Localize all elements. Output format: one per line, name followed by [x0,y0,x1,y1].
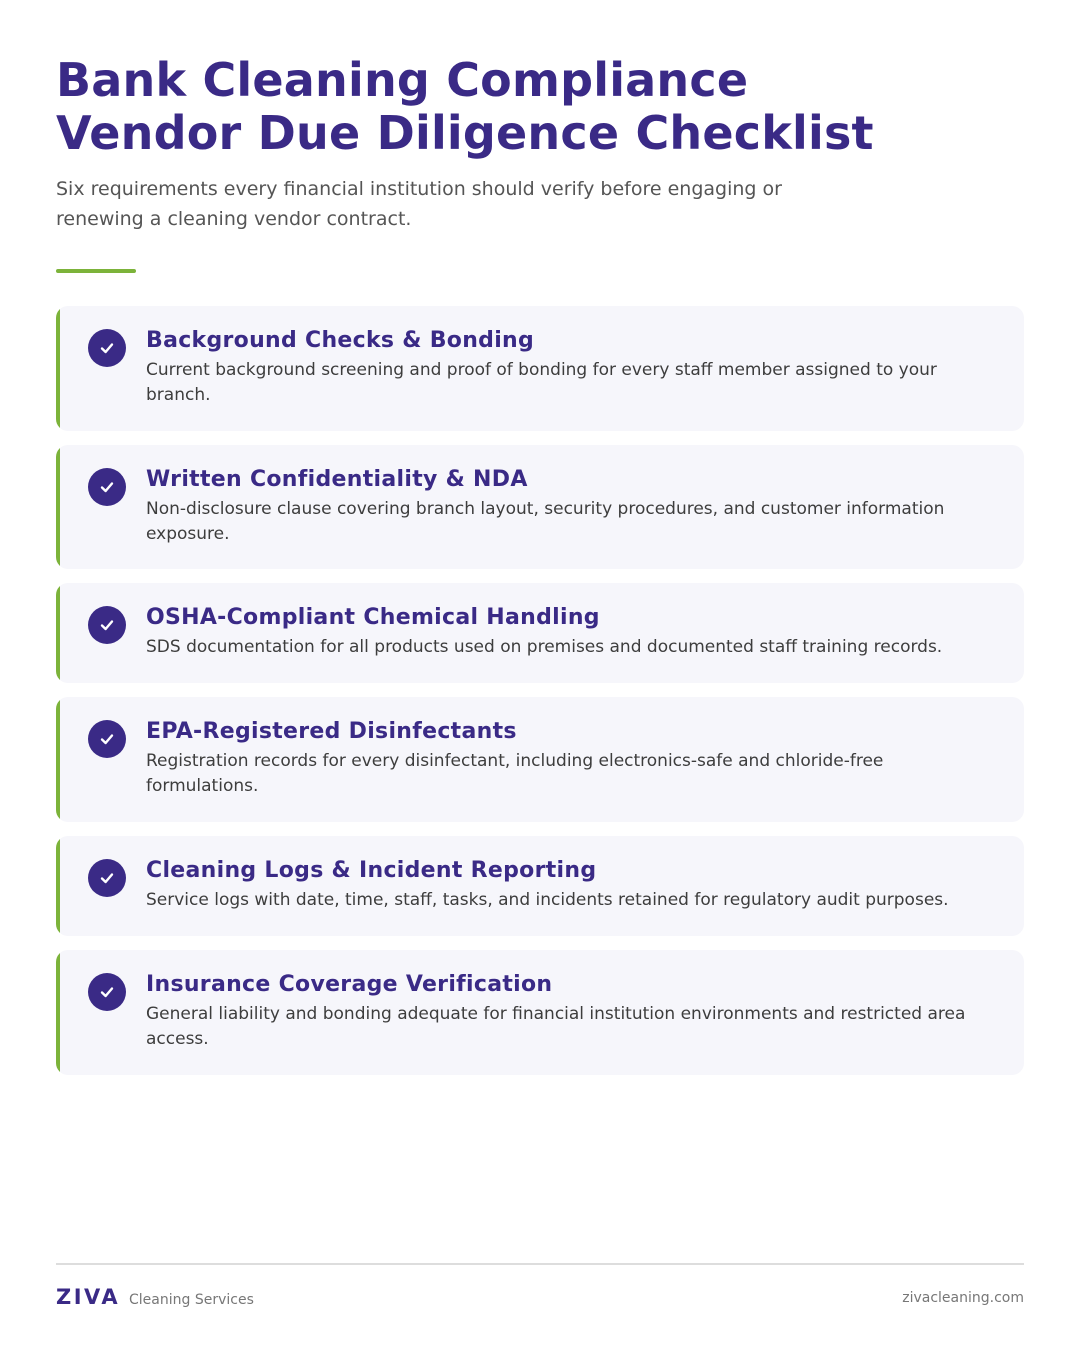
title-line-1: Bank Cleaning Compliance [56,53,749,107]
title-line-2: Vendor Due Diligence Checklist [56,106,874,160]
check-circle-icon [88,720,126,758]
page-title [56,54,1024,160]
page-subtitle: Six requirements every financial institution should verify before engaging or renewing a cleaning vendor contract. [56,178,782,230]
checklist-item-description: General liability and bonding adequate for financial institution environments and restricted area access. [146,1004,966,1049]
checklist-item-title: Written Confidentiality & NDA [146,467,528,492]
checklist-card [56,583,1024,683]
checklist-item-title: Insurance Coverage Verification [146,972,553,997]
accent-divider [56,269,136,273]
checklist-card [56,306,1024,431]
checklist-item-description: Service logs with date, time, staff, tasks, and incidents retained for regulatory audit purposes. [146,890,949,910]
checklist-item-description: SDS documentation for all products used on premises and documented staff training records. [146,637,943,657]
checklist-card [56,836,1024,936]
checklist-card [56,445,1024,569]
checklist-item-title: OSHA-Compliant Chemical Handling [146,605,600,630]
check-circle-icon [88,606,126,644]
check-circle-icon [88,973,126,1011]
checklist-card [56,950,1024,1075]
checklist-item-description: Registration records for every disinfectant, including electronics-safe and chloride-free formulations. [146,751,884,796]
footer-divider [56,1263,1024,1265]
website-link[interactable]: zivacleaning.com [902,1290,1024,1306]
check-circle-icon [88,859,126,897]
brand-tagline: Cleaning Services [129,1292,254,1308]
brand-logo: ZIVA [56,1285,121,1309]
checklist-item-description: Current background screening and proof of bonding for every staff member assigned to your branch. [146,360,937,405]
checklist-card [56,697,1024,822]
checklist-item-description: Non-disclosure clause covering branch layout, security procedures, and customer information exposure. [146,499,945,544]
checklist-item-title: Cleaning Logs & Incident Reporting [146,858,597,883]
check-circle-icon [88,468,126,506]
checklist-item-title: Background Checks & Bonding [146,328,535,353]
checklist-item-title: EPA-Registered Disinfectants [146,719,517,744]
check-circle-icon [88,329,126,367]
